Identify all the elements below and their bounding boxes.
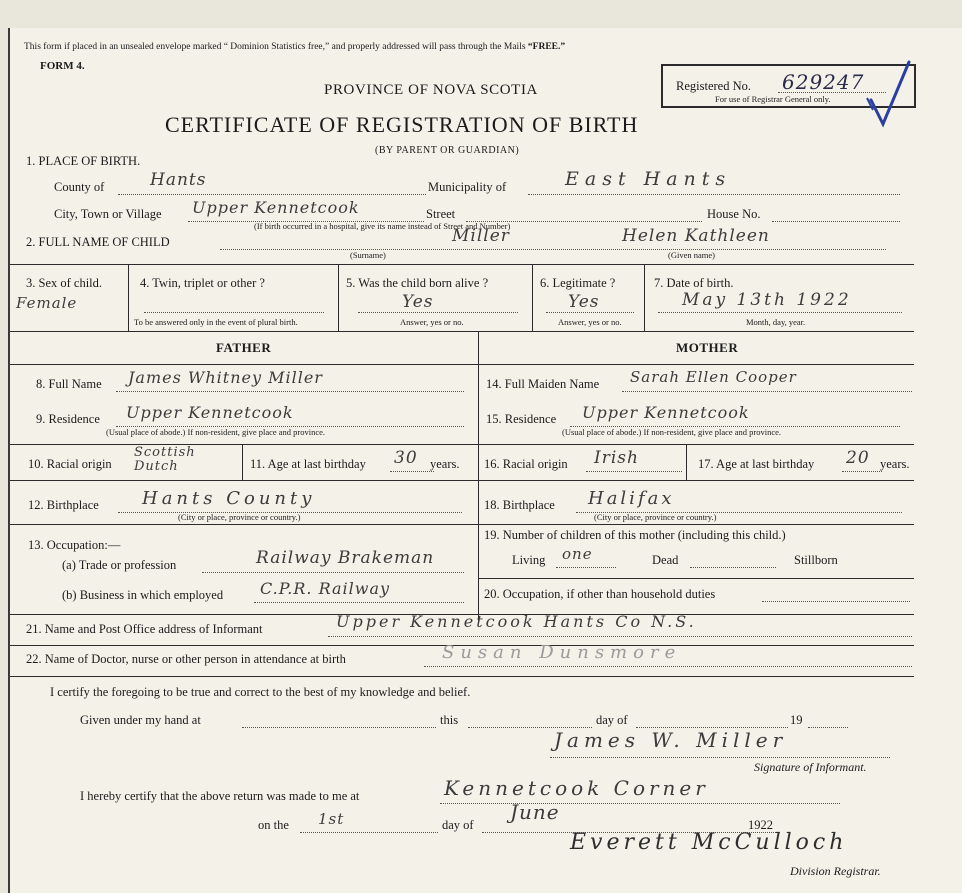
mother-name-label: 14. Full Maiden Name bbox=[486, 377, 600, 391]
father-racial-value: Scottish Dutch bbox=[134, 445, 196, 474]
rule-parents-divider bbox=[478, 331, 479, 623]
mother-age-line bbox=[842, 471, 882, 472]
mother-residence-note-a: (Usual place of abode.) bbox=[562, 427, 642, 437]
day-of-label: day of bbox=[596, 713, 628, 727]
sex-value: Female bbox=[16, 294, 78, 312]
rule-racial-bottom bbox=[10, 480, 914, 481]
registered-number: 629247 bbox=[782, 70, 865, 94]
year-prefix: 19 bbox=[790, 713, 803, 727]
rule-mother-occupation-top bbox=[478, 578, 914, 579]
province-heading: PROVINCE OF NOVA SCOTIA bbox=[324, 82, 538, 98]
given-place-line bbox=[242, 727, 436, 728]
sex-label: 3. Sex of child. bbox=[26, 276, 103, 290]
living-line bbox=[556, 567, 616, 568]
return-year-value: 1922 bbox=[748, 818, 773, 832]
dead-label: Dead bbox=[652, 553, 679, 567]
return-text: I hereby certify that the above return was made to me at bbox=[80, 789, 360, 803]
mother-age-value: 20 bbox=[846, 448, 870, 468]
city-value: Upper Kennetcook bbox=[192, 198, 360, 217]
rule-parents-heading bbox=[10, 364, 914, 365]
father-heading: FATHER bbox=[216, 340, 272, 355]
doctor-line bbox=[424, 666, 912, 667]
checkmark-icon bbox=[865, 58, 915, 138]
rule-col-alive bbox=[532, 264, 533, 331]
informant-value: Upper Kennetcook Hants Co N.S. bbox=[336, 612, 697, 631]
mother-racial-value: Irish bbox=[594, 448, 639, 468]
dob-line bbox=[658, 312, 902, 313]
birth-certificate-form bbox=[8, 28, 962, 893]
stillborn-label: Stillborn bbox=[794, 553, 838, 567]
given-name-note: (Given name) bbox=[668, 250, 715, 260]
mother-occupation-line bbox=[762, 601, 910, 602]
father-years-label: years. bbox=[430, 457, 460, 471]
mail-notice-quote: “ Dominion Statistics free,” bbox=[223, 42, 330, 52]
registrar-signature: Everett McCulloch bbox=[570, 830, 848, 855]
rule-occupation-top bbox=[10, 524, 914, 525]
place-of-birth-label: 1. PLACE OF BIRTH. bbox=[26, 154, 141, 168]
father-trade-line bbox=[202, 572, 464, 573]
father-residence-note-b: If non-resident, give place and province. bbox=[187, 427, 326, 437]
on-the-line bbox=[300, 832, 438, 833]
mother-heading: MOTHER bbox=[676, 340, 739, 355]
street-label: Street bbox=[426, 207, 456, 221]
return-day-of-label: day of bbox=[442, 818, 474, 832]
county-value: Hants bbox=[150, 170, 207, 190]
rule-row3-top bbox=[10, 264, 914, 265]
twin-note: To be answered only in the event of plural birth. bbox=[134, 317, 298, 327]
mother-birthplace-value: Halifax bbox=[588, 488, 675, 509]
municipality-value: East Hants bbox=[565, 168, 732, 190]
twin-line bbox=[144, 312, 324, 313]
certificate-subtitle: (BY PARENT OR GUARDIAN) bbox=[375, 145, 520, 156]
legitimate-note: Answer, yes or no. bbox=[558, 317, 622, 327]
father-name-line bbox=[116, 391, 464, 392]
father-residence-value: Upper Kennetcook bbox=[126, 403, 294, 422]
father-residence-note-a: (Usual place of abode.) bbox=[106, 427, 186, 437]
house-no-label: House No. bbox=[707, 207, 761, 221]
mail-notice-pre: This form if placed in an unsealed envelope marked bbox=[24, 42, 222, 52]
informant-label: 21. Name and Post Office address of Informant bbox=[26, 622, 263, 636]
father-birthplace-label: 12. Birthplace bbox=[28, 498, 99, 512]
mother-residence-note-b: If non-resident, give place and province. bbox=[643, 427, 782, 437]
mother-name-line bbox=[622, 391, 912, 392]
house-no-line bbox=[772, 221, 900, 222]
living-value: one bbox=[562, 545, 593, 563]
city-label: City, Town or Village bbox=[54, 207, 162, 221]
mother-occupation-label: 20. Occupation, if other than household duties bbox=[484, 587, 716, 601]
child-surname-value: Miller bbox=[452, 226, 510, 246]
informant-signature-label: Signature of Informant. bbox=[754, 760, 867, 774]
legitimate-line bbox=[546, 312, 634, 313]
father-business-line bbox=[254, 602, 464, 603]
child-given-value: Helen Kathleen bbox=[622, 226, 770, 246]
mail-notice-free: “FREE.” bbox=[527, 42, 566, 52]
registered-note: For use of Registrar General only. bbox=[715, 94, 831, 104]
father-business-value: C.P.R. Railway bbox=[260, 579, 391, 598]
child-name-line bbox=[220, 249, 886, 250]
mail-notice-post: and properly addressed will pass through the Mails bbox=[331, 42, 526, 52]
on-the-label: on the bbox=[258, 818, 289, 832]
hospital-note: (If birth occurred in a hospital, give its name instead of Street and Number) bbox=[254, 221, 511, 231]
mother-racial-label: 16. Racial origin bbox=[484, 457, 568, 471]
mother-birthplace-label: 18. Birthplace bbox=[484, 498, 555, 512]
father-trade-label: (a) Trade or profession bbox=[62, 558, 177, 572]
mother-residence-value: Upper Kennetcook bbox=[582, 403, 750, 422]
dead-line bbox=[690, 567, 776, 568]
mother-racial-line bbox=[586, 471, 682, 472]
child-name-label: 2. FULL NAME OF CHILD bbox=[26, 235, 170, 249]
registrar-label: Division Registrar. bbox=[790, 864, 881, 878]
return-month-value: June bbox=[510, 800, 560, 824]
dob-note: Month, day, year. bbox=[746, 317, 806, 327]
father-business-label: (b) Business in which employed bbox=[62, 588, 224, 602]
father-birthplace-value: Hants County bbox=[142, 488, 316, 509]
father-age-value: 30 bbox=[394, 448, 418, 468]
rule-col-twin bbox=[338, 264, 339, 331]
rule-col-legit bbox=[644, 264, 645, 331]
father-residence-label: 9. Residence bbox=[36, 412, 100, 426]
form-number: FORM 4. bbox=[40, 60, 85, 72]
father-racial-label: 10. Racial origin bbox=[28, 457, 112, 471]
rule-father-age bbox=[242, 444, 243, 480]
born-alive-value: Yes bbox=[402, 292, 434, 312]
certificate-title: CERTIFICATE OF REGISTRATION OF BIRTH bbox=[165, 112, 639, 137]
informant-signature-line bbox=[550, 757, 890, 758]
rule-mother-age bbox=[686, 444, 687, 480]
mother-years-label: years. bbox=[880, 457, 910, 471]
living-label: Living bbox=[512, 553, 546, 567]
father-name-value: James Whitney Miller bbox=[128, 368, 323, 387]
father-name-label: 8. Full Name bbox=[36, 377, 102, 391]
father-occupation-label: 13. Occupation:— bbox=[28, 538, 121, 552]
born-alive-label: 5. Was the child born alive ? bbox=[346, 276, 489, 290]
rule-row3-bottom bbox=[10, 331, 914, 332]
dob-label: 7. Date of birth. bbox=[654, 276, 734, 290]
twin-label: 4. Twin, triplet or other ? bbox=[140, 276, 265, 290]
father-trade-value: Railway Brakeman bbox=[256, 548, 435, 568]
father-age-line bbox=[390, 471, 434, 472]
municipality-label: Municipality of bbox=[428, 180, 507, 194]
this-label: this bbox=[440, 713, 459, 727]
legitimate-value: Yes bbox=[568, 292, 600, 312]
mother-name-value: Sarah Ellen Cooper bbox=[630, 368, 797, 386]
surname-note: (Surname) bbox=[350, 250, 386, 260]
registered-label: Registered No. bbox=[676, 79, 751, 93]
mother-children-label: 19. Number of children of this mother (including this child.) bbox=[484, 528, 786, 542]
born-alive-note: Answer, yes or no. bbox=[400, 317, 464, 327]
municipality-line bbox=[528, 194, 900, 195]
dob-value: May 13th 1922 bbox=[682, 290, 852, 310]
mother-birthplace-note: (City or place, province or country.) bbox=[594, 512, 717, 522]
return-place-line bbox=[440, 803, 840, 804]
county-line bbox=[118, 194, 426, 195]
county-label: County of bbox=[54, 180, 105, 194]
given-label: Given under my hand at bbox=[80, 713, 201, 727]
informant-signature: James W. Miller bbox=[554, 728, 788, 752]
legitimate-label: 6. Legitimate ? bbox=[540, 276, 616, 290]
on-the-value: 1st bbox=[318, 810, 345, 828]
mother-residence-label: 15. Residence bbox=[486, 412, 557, 426]
doctor-label: 22. Name of Doctor, nurse or other person in attendance at birth bbox=[26, 652, 346, 666]
informant-line bbox=[328, 636, 912, 637]
father-age-label: 11. Age at last birthday bbox=[250, 457, 366, 471]
given-year-line bbox=[808, 727, 848, 728]
rule-doctor-bottom bbox=[10, 676, 914, 677]
return-place-value: Kennetcook Corner bbox=[444, 776, 709, 800]
doctor-value: Susan Dunsmore bbox=[442, 642, 682, 663]
mail-notice bbox=[24, 42, 565, 52]
father-birthplace-note: (City or place, province or country.) bbox=[178, 512, 301, 522]
born-alive-line bbox=[358, 312, 518, 313]
certify-text: I certify the foregoing to be true and correct to the best of my knowledge and belief. bbox=[50, 685, 471, 699]
mother-age-label: 17. Age at last birthday bbox=[698, 457, 815, 471]
rule-col-sex bbox=[128, 264, 129, 331]
